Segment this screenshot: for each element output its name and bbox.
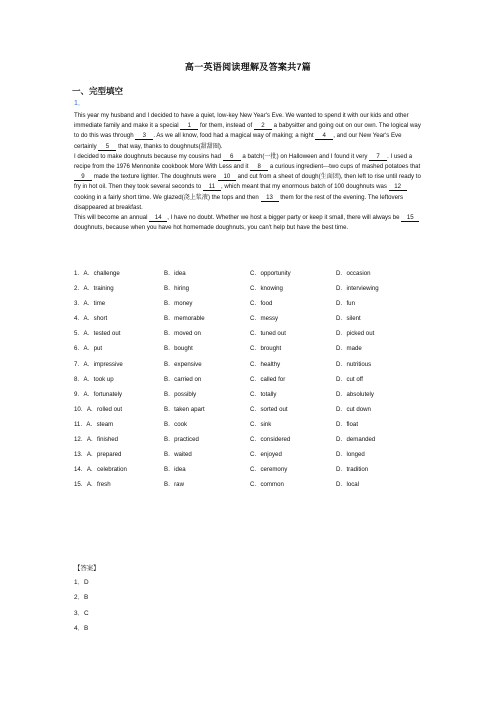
blank-11: 11 bbox=[203, 183, 221, 191]
option-b: B．expensive bbox=[164, 360, 202, 368]
option-d: D．cut off bbox=[336, 375, 363, 383]
passage-text: cooking in a fairly short time. We glazed(浇上浆液) the tops and then bbox=[74, 193, 261, 201]
option-c: C．called for bbox=[250, 375, 286, 383]
option-a: 15．A．fresh bbox=[74, 481, 111, 489]
option-c: C．messy bbox=[250, 315, 279, 323]
passage-text: . As we all know, food had a magical way of making; a night bbox=[153, 132, 316, 140]
blank-10: 10 bbox=[218, 173, 236, 181]
option-a: 9．A．fortunately bbox=[74, 390, 123, 398]
option-c: C．totally bbox=[250, 390, 277, 398]
option-b: B．carried on bbox=[164, 375, 202, 383]
option-c: C．opportunity bbox=[250, 270, 291, 277]
blank-14: 14 bbox=[149, 214, 167, 222]
document-title: 高一英语阅读理解及答案共7篇 bbox=[184, 62, 312, 72]
passage-text: This will become an annual bbox=[74, 214, 150, 222]
passage-text: for them, instead of bbox=[198, 122, 254, 130]
passage-paragraph bbox=[74, 111, 424, 152]
passage-text: , I have no doubt. Whether we host a bigger party or keep it small, there will always be bbox=[167, 214, 402, 222]
passage-text: doughnuts, because when you have hot homemade doughnuts, you can't help but have the best time. bbox=[74, 224, 349, 232]
blank-3: 3 bbox=[135, 132, 153, 140]
option-d: D．interviewing bbox=[336, 285, 379, 293]
option-d: D．fun bbox=[336, 300, 355, 308]
answer-item: 4．B bbox=[74, 625, 89, 633]
option-b: B．moved on bbox=[164, 330, 201, 338]
blank-2: 2 bbox=[254, 122, 272, 130]
option-b: B．bought bbox=[164, 345, 193, 353]
blank-7: 7 bbox=[369, 153, 387, 161]
answer-item: 2．B bbox=[74, 594, 89, 602]
passage-text: , which meant that my enormous batch of 100 doughnuts was bbox=[220, 183, 389, 191]
passage-text: , and our New Year's Eve certainly bbox=[74, 132, 402, 150]
option-d: D．silent bbox=[336, 315, 361, 323]
option-a: 10．A．rolled out bbox=[74, 405, 123, 413]
option-d: D．occasion bbox=[336, 270, 371, 277]
blank-1: 1 bbox=[180, 122, 198, 130]
passage-text: a babysitter and going out on our own. The logical way to do this was through bbox=[74, 122, 421, 140]
option-a: 8．A．took up bbox=[74, 375, 114, 383]
option-c: C．sorted out bbox=[250, 405, 288, 413]
option-b: B．idea bbox=[164, 466, 186, 474]
passage-text: . I used a recipe from the 1976 Mennonite cookbook More With Less and it bbox=[74, 152, 413, 171]
option-c: C．sink bbox=[250, 420, 272, 428]
answer-item: 1．D bbox=[74, 579, 89, 586]
option-c: C．enjoyed bbox=[250, 451, 282, 459]
passage-text: I decided to make doughnuts because my cousins had bbox=[74, 152, 223, 160]
option-c: C．healthy bbox=[250, 360, 281, 368]
option-d: D．absolutely bbox=[336, 390, 374, 398]
answer-heading: 【答案】 bbox=[74, 565, 100, 572]
option-b: B．hiring bbox=[164, 285, 190, 293]
passage-paragraph bbox=[74, 152, 424, 213]
passage-text: and cut from a sheet of dough(生面团), then left to rise until ready to fry in hot oil. Then they took several seconds to bbox=[74, 173, 421, 191]
passage-text: made the texture lighter. The doughnuts were bbox=[92, 173, 218, 181]
option-b: B．raw bbox=[164, 481, 184, 489]
option-c: C．ceremony bbox=[250, 466, 288, 474]
blank-6: 6 bbox=[223, 153, 241, 161]
option-b: B．waited bbox=[164, 451, 192, 459]
option-d: D．cut down bbox=[336, 405, 371, 413]
blank-4: 4 bbox=[315, 132, 333, 140]
option-b: B．cook bbox=[164, 420, 188, 428]
option-b: B．idea bbox=[164, 270, 186, 277]
blank-13: 13 bbox=[261, 194, 279, 202]
option-a: 11．A．steam bbox=[74, 420, 114, 428]
option-a: 2．A．training bbox=[74, 285, 114, 293]
option-d: D．demanded bbox=[336, 436, 376, 444]
option-a: 13．A．prepared bbox=[74, 451, 122, 459]
option-d: D．picked out bbox=[336, 330, 375, 338]
passage-text: a batch(一批) on Halloween and I found it very bbox=[240, 152, 370, 160]
option-d: D．tradition bbox=[336, 466, 369, 474]
option-d: D．nutritious bbox=[336, 360, 372, 368]
blank-12: 12 bbox=[389, 183, 407, 191]
blank-8: 8 bbox=[250, 163, 268, 171]
option-c: C．considered bbox=[250, 436, 291, 444]
answer-list bbox=[74, 577, 100, 639]
passage-text: that way, thanks to doughnuts(甜甜圈). bbox=[116, 142, 223, 150]
question-number: 1． bbox=[74, 100, 85, 107]
option-b: B．taken apart bbox=[164, 405, 205, 413]
passage-text: a curious ingredient---two cups of mashed potatoes that bbox=[268, 163, 421, 171]
cloze-passage bbox=[74, 111, 424, 233]
option-a: 1．A．challenge bbox=[74, 270, 120, 277]
blank-15: 15 bbox=[401, 214, 419, 222]
option-a: 14．A．celebration bbox=[74, 466, 127, 474]
option-b: B．memorable bbox=[164, 315, 205, 323]
option-c: C．tuned out bbox=[250, 330, 286, 338]
option-a: 3．A．time bbox=[74, 300, 106, 308]
option-c: C．brought bbox=[250, 345, 282, 353]
option-b: B．possibly bbox=[164, 390, 197, 398]
section-heading: 一、完型填空 bbox=[72, 86, 124, 96]
blank-5: 5 bbox=[98, 143, 116, 151]
passage-text: This year my husband and I decided to have a quiet, low-key New Year's Eve. We wanted to spend it with our kids and other immediate family and make it a special bbox=[74, 112, 409, 130]
option-d: D．longed bbox=[336, 451, 365, 459]
option-d: D．local bbox=[336, 481, 360, 489]
answer-section bbox=[74, 563, 100, 639]
passage-paragraph bbox=[74, 213, 424, 233]
option-c: C．common bbox=[250, 481, 284, 489]
blank-9: 9 bbox=[74, 173, 92, 181]
option-a: 12．A．finished bbox=[74, 436, 119, 444]
option-a: 6．A．put bbox=[74, 345, 103, 353]
option-b: B．money bbox=[164, 300, 193, 308]
option-a: 4．A．short bbox=[74, 315, 108, 323]
option-d: D．made bbox=[336, 345, 362, 353]
option-a: 7．A．impressive bbox=[74, 360, 123, 368]
option-c: C．food bbox=[250, 300, 273, 308]
answer-item: 3．C bbox=[74, 609, 89, 617]
option-b: B．practiced bbox=[164, 436, 199, 444]
option-c: C．knowing bbox=[250, 285, 283, 293]
option-a: 5．A．tested out bbox=[74, 330, 121, 338]
passage-text: them for the rest of the evening. The leftovers disappeared at breakfast. bbox=[74, 193, 404, 211]
option-d: D．float bbox=[336, 420, 359, 428]
